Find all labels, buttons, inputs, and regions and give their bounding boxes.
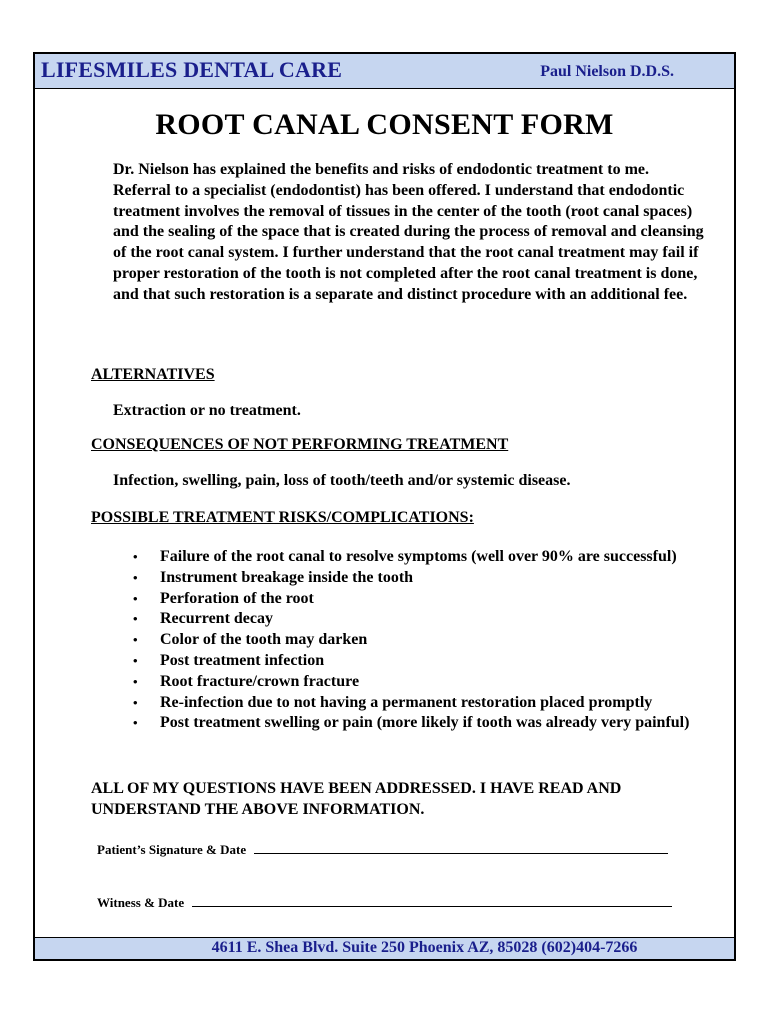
bullet-icon: • <box>133 611 138 627</box>
form-title: ROOT CANAL CONSENT FORM <box>155 108 614 141</box>
list-item <box>113 630 753 651</box>
practice-name: LIFESMILES DENTAL CARE <box>41 57 343 82</box>
list-item <box>113 651 753 672</box>
risk-item-text: Re-infection due to not having a permanent restoration placed promptly <box>160 693 653 711</box>
risks-heading: POSSIBLE TREATMENT RISKS/COMPLICATIONS: <box>91 509 474 526</box>
bullet-icon: • <box>133 632 138 648</box>
list-item <box>113 713 753 734</box>
bullet-icon: • <box>133 549 138 564</box>
patient-signature-row <box>97 841 668 858</box>
intro-paragraph: Dr. Nielson has explained the benefits and risks of endodontic treatment to me. Referral to a specialist (endodontist) has been offered. I understand that endodontic treatment involves the removal of tissues in the center of the tooth (root canal spaces) and the sealing of the space that is created during the process of removal and cleansing of the root canal system. I further understand that the root canal treatment may fail if proper restoration of the tooth is not completed after the root canal treatment is done, and that such restoration is a separate and distinct procedure with an additional fee. <box>113 161 704 303</box>
risk-item-text: Instrument breakage inside the tooth <box>160 568 414 586</box>
patient-signature-line[interactable] <box>254 841 668 854</box>
list-item <box>113 547 753 568</box>
alternatives-heading: ALTERNATIVES <box>91 366 215 383</box>
risk-item-text: Color of the tooth may darken <box>160 631 368 649</box>
bullet-icon: • <box>133 673 138 689</box>
risk-item-text: Failure of the root canal to resolve symptoms (well over 90% are successful) <box>160 548 677 565</box>
list-item <box>113 568 753 589</box>
risk-item-text: Perforation of the root <box>160 589 314 607</box>
consequences-heading: CONSEQUENCES OF NOT PERFORMING TREATMENT <box>91 436 509 453</box>
footer-address: 4611 E. Shea Blvd. Suite 250 Phoenix AZ, 85028 (602)404-7266 <box>211 939 638 956</box>
bullet-icon: • <box>133 652 138 668</box>
bullet-icon: • <box>133 590 138 606</box>
witness-signature-label: Witness & Date <box>97 895 185 910</box>
patient-signature-label: Patient’s Signature & Date <box>97 842 247 857</box>
risk-item-text: Recurrent decay <box>160 610 273 628</box>
risks-list <box>113 547 753 734</box>
risk-item-text: Post treatment infection <box>160 651 325 669</box>
witness-signature-row <box>97 894 672 911</box>
alternatives-body: Extraction or no treatment. <box>113 402 301 419</box>
doctor-name: Paul Nielson D.D.S. <box>540 63 674 80</box>
bullet-icon: • <box>133 715 138 731</box>
witness-signature-line[interactable] <box>192 894 672 907</box>
bullet-icon: • <box>133 569 138 585</box>
acknowledgement-statement: ALL OF MY QUESTIONS HAVE BEEN ADDRESSED. I HAVE READ AND UNDERSTAND THE ABOVE INFORMATION. <box>91 780 622 818</box>
risk-item-text: Root fracture/crown fracture <box>160 672 360 690</box>
list-item <box>113 609 753 630</box>
list-item <box>113 672 753 693</box>
consequences-body: Infection, swelling, pain, loss of tooth/teeth and/or systemic disease. <box>113 472 571 489</box>
consent-form-frame <box>33 52 736 961</box>
list-item <box>113 693 753 714</box>
bullet-icon: • <box>133 694 138 710</box>
risk-item-text: Post treatment swelling or pain (more likely if tooth was already very painful) <box>160 714 690 732</box>
list-item <box>113 589 753 610</box>
footer-bar <box>35 937 734 959</box>
header-bar <box>35 54 734 89</box>
